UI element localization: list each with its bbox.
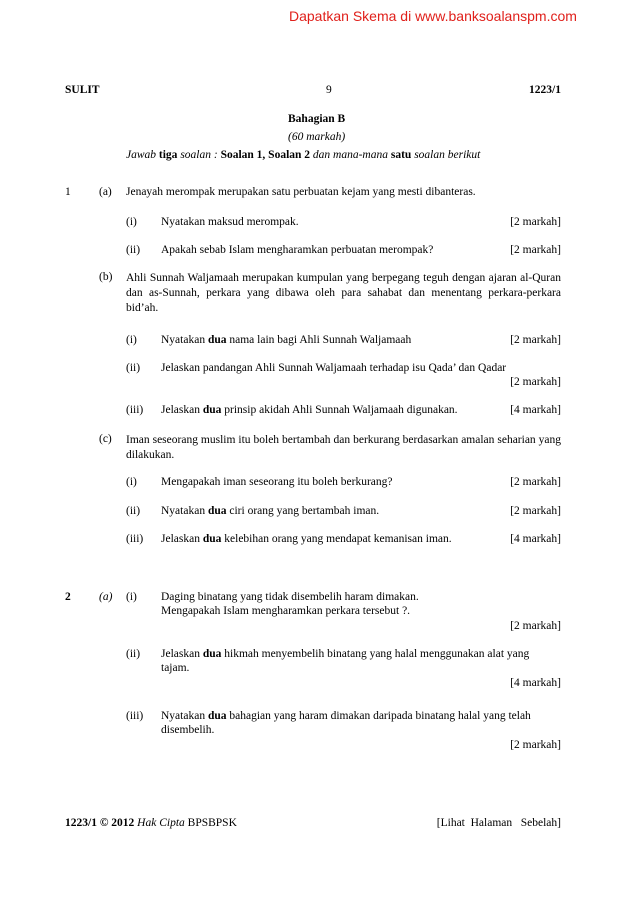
footer-next-page: [Lihat Halaman Sebelah] (436, 817, 561, 829)
text-part: dua (202, 404, 222, 416)
q1-b-iii-marks: [4 markah] (510, 404, 561, 416)
q1-b-text: Ahli Sunnah Waljamaah merupakan kumpulan yang berpegang teguh dengan ajaran al-Quran dan as-Sunnah, perkara yang dibawa oleh para sahabat dan menentang perkara-perkara bid’ah. (126, 272, 561, 314)
q1-a-ii-text: Apakah sebab Islam mengharamkan perbuatan merompak? (161, 244, 434, 256)
q2-a-ii-line2: tajam. (161, 662, 190, 674)
text-part: dua (202, 533, 222, 545)
footer-part: BPSBPSK (187, 817, 237, 829)
q1-b-i-label: (i) (126, 334, 137, 346)
q1-c-iii-text (161, 533, 452, 545)
instr-part: dan mana-mana (312, 149, 388, 161)
q1-b-ii-text: Jelaskan pandangan Ahli Sunnah Waljamaah terhadap isu Qada’ dan Qadar (161, 362, 507, 374)
q1-b-ii-marks: [2 markah] (510, 376, 561, 388)
q1-b-iii-label: (iii) (126, 404, 144, 416)
q2-a-ii-marks: [4 markah] (510, 677, 561, 689)
q2-a-i-label: (i) (126, 591, 137, 603)
q1-c-i-marks: [2 markah] (510, 476, 561, 488)
q1-b-ii-label: (ii) (126, 362, 141, 374)
q2-a-i-marks: [2 markah] (510, 620, 561, 632)
q1-c-iii-marks: [4 markah] (510, 533, 561, 545)
q1-c-ii-marks: [2 markah] (510, 505, 561, 517)
text-part: bahagian yang haram dimakan daripada binatang halal yang telah (229, 710, 531, 722)
text-part: Nyatakan (161, 505, 206, 517)
q2-a-iii-text (161, 710, 531, 722)
q1-c-iii-label: (iii) (126, 533, 144, 545)
text-part: dua (207, 710, 227, 722)
text-part: nama lain bagi Ahli Sunnah Waljamaah (229, 334, 412, 346)
text-part: Jelaskan (161, 648, 200, 660)
q1-b-label: (b) (99, 271, 113, 283)
text-part: dua (207, 505, 227, 517)
footer-copyright (65, 817, 237, 829)
section-title: Bahagian B (288, 113, 346, 125)
instr-part: soalan berikut (414, 149, 481, 161)
text-part: ciri orang yang bertambah iman. (229, 505, 380, 517)
q2-a-iii-marks: [2 markah] (510, 739, 561, 751)
source-banner[interactable]: Dapatkan Skema di www.banksoalanspm.com (289, 8, 577, 24)
section-instruction (126, 149, 480, 161)
instr-part: satu (390, 149, 412, 161)
text-part: kelebihan orang yang mendapat kemanisan iman. (224, 533, 452, 545)
q2-a-ii-text (161, 648, 529, 660)
q1-b-i-marks: [2 markah] (510, 334, 561, 346)
header-sulit: SULIT (65, 84, 100, 96)
q1-b-iii-text (161, 404, 458, 416)
q1-a-ii-marks: [2 markah] (510, 244, 561, 256)
text-part: Jelaskan (161, 533, 200, 545)
q2-a-i-line2: Mengapakah Islam mengharamkan perkara tersebut ?. (161, 605, 411, 617)
instr-part: tiga (158, 149, 178, 161)
q1-a-i-marks: [2 markah] (510, 216, 561, 228)
text-part: prinsip akidah Ahli Sunnah Waljamaah digunakan. (224, 404, 458, 416)
instr-part: soalan : (180, 149, 218, 161)
instr-part: Soalan 1, Soalan 2 (220, 149, 311, 161)
q1-a-i-label: (i) (126, 216, 137, 228)
q1-c-text: Iman seseorang muslim itu boleh bertambah dan berkurang berdasarkan amalan seharian yang dilakukan. (126, 434, 561, 461)
text-part: Jelaskan (161, 404, 200, 416)
text-part: Nyatakan (161, 710, 206, 722)
q1-a-i-text: Nyatakan maksud merompak. (161, 216, 299, 228)
footer-part: Hak Cipta (137, 817, 185, 829)
q1-c-i-text: Mengapakah iman seseorang itu boleh berkurang? (161, 476, 393, 488)
text-part: dua (202, 648, 222, 660)
paper-code: 1223/1 (529, 84, 561, 96)
q1-a-ii-label: (ii) (126, 244, 141, 256)
q2-a-label: (a) (99, 591, 113, 603)
q2-a-iii-label: (iii) (126, 710, 144, 722)
q1-c-label: (c) (99, 433, 112, 445)
text-part: Nyatakan (161, 334, 206, 346)
q1-b-i-text (161, 334, 411, 346)
q2-a-iii-line2: disembelih. (161, 724, 215, 736)
q2-a-ii-label: (ii) (126, 648, 141, 660)
instr-part: Jawab (126, 149, 157, 161)
text-part: dua (207, 334, 227, 346)
q2-a-i-line1: Daging binatang yang tidak disembelih haram dimakan. (161, 591, 419, 603)
footer-part: © 2012 (99, 817, 135, 829)
q2-number: 2 (65, 591, 71, 603)
section-marks: (60 markah) (288, 131, 346, 143)
q1-a-text: Jenayah merompak merupakan satu perbuatan kejam yang mesti dibanteras. (126, 186, 476, 198)
q1-c-ii-text (161, 505, 379, 517)
q1-c-ii-label: (ii) (126, 505, 141, 517)
footer-part: 1223/1 (65, 817, 97, 829)
q1-c-i-label: (i) (126, 476, 137, 488)
text-part: hikmah menyembelih binatang yang halal menggunakan alat yang (224, 648, 530, 660)
q1-a-label: (a) (99, 186, 112, 198)
page-number: 9 (326, 84, 332, 96)
q1-number: 1 (65, 186, 71, 198)
